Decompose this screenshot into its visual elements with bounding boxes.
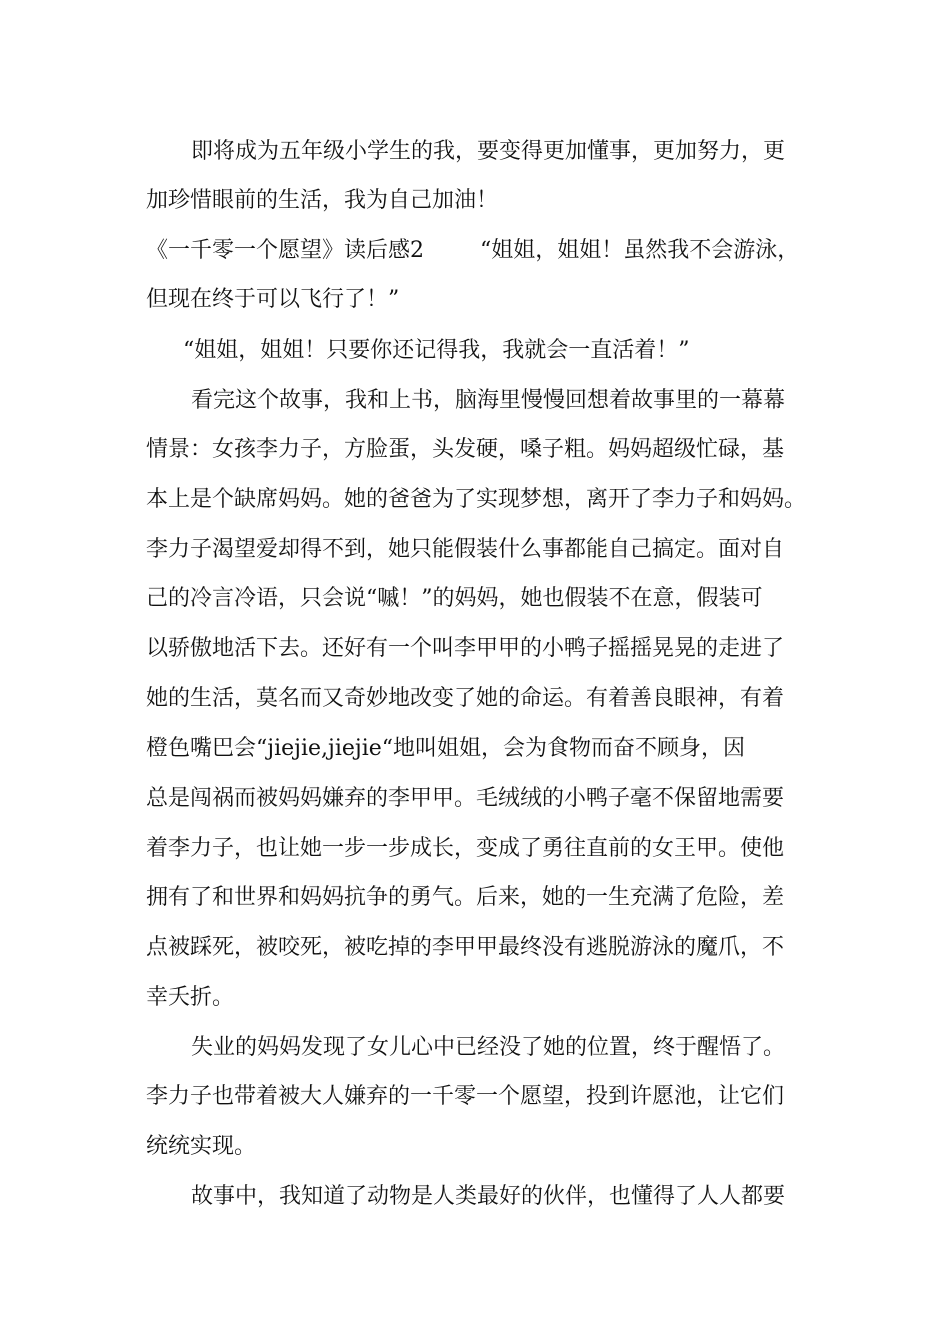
text-line: 即将成为五年级小学生的我，要变得更加懂事，更加努力，更 xyxy=(191,139,786,164)
text-line: 故事中，我知道了动物是人类最好的伙伴，也懂得了人人都要 xyxy=(191,1184,786,1209)
text-line: 点被踩死，被咬死，被吃掉的李甲甲最终没有逃脱游泳的魔爪，不 xyxy=(146,935,785,960)
text-line: 橙色嘴巴会“jiejie,jiejie“地叫姐姐，会为食物而奋不顾身，因 xyxy=(146,736,745,761)
text-line: 李力子也带着被大人嫌弃的一千零一个愿望，投到许愿池，让它们 xyxy=(146,1084,785,1109)
text-line: 加珍惜眼前的生活，我为自己加油！ xyxy=(146,188,499,213)
text-line: 幸夭折。 xyxy=(146,985,235,1010)
text-line: 她的生活，莫名而又奇妙地改变了她的命运。有着善良眼神，有着 xyxy=(146,686,785,711)
text-line: 情景：女孩李力子，方脸蛋，头发硬，嗓子粗。妈妈超级忙碌，基 xyxy=(146,437,785,462)
text-line: 拥有了和世界和妈妈抗争的勇气。后来，她的一生充满了危险，差 xyxy=(146,885,785,910)
text-line: 失业的妈妈发现了女儿心中已经没了她的位置，终于醒悟了。 xyxy=(191,1035,786,1060)
text-line: 着李力子，也让她一步一步成长，变成了勇往直前的女王甲。使他 xyxy=(146,836,785,861)
text-line: 但现在终于可以飞行了！” xyxy=(146,287,400,312)
text-line: 统统实现。 xyxy=(146,1134,257,1159)
text-line: 李力子渴望爱却得不到，她只能假装什么事都能自己搞定。面对自 xyxy=(146,537,785,562)
text-line: 己的冷言冷语，只会说“嘁！”的妈妈，她也假装不在意，假装可 xyxy=(146,586,763,611)
text-line: “姐姐，姐姐！虽然我不会游泳， xyxy=(480,238,800,263)
text-line: “姐姐，姐姐！只要你还记得我，我就会一直活着！” xyxy=(183,338,690,363)
text-line: 看完这个故事，我和上书，脑海里慢慢回想着故事里的一幕幕 xyxy=(191,388,786,413)
heading-line: 《一千零一个愿望》读后感2 xyxy=(146,238,424,263)
text-line: 本上是个缺席妈妈。她的爸爸为了实现梦想，离开了李力子和妈妈。 xyxy=(146,487,807,512)
text-line: 以骄傲地活下去。还好有一个叫李甲甲的小鸭子摇摇晃晃的走进了 xyxy=(146,636,785,661)
text-line: 总是闯祸而被妈妈嫌弃的李甲甲。毛绒绒的小鸭子毫不保留地需要 xyxy=(146,786,785,811)
